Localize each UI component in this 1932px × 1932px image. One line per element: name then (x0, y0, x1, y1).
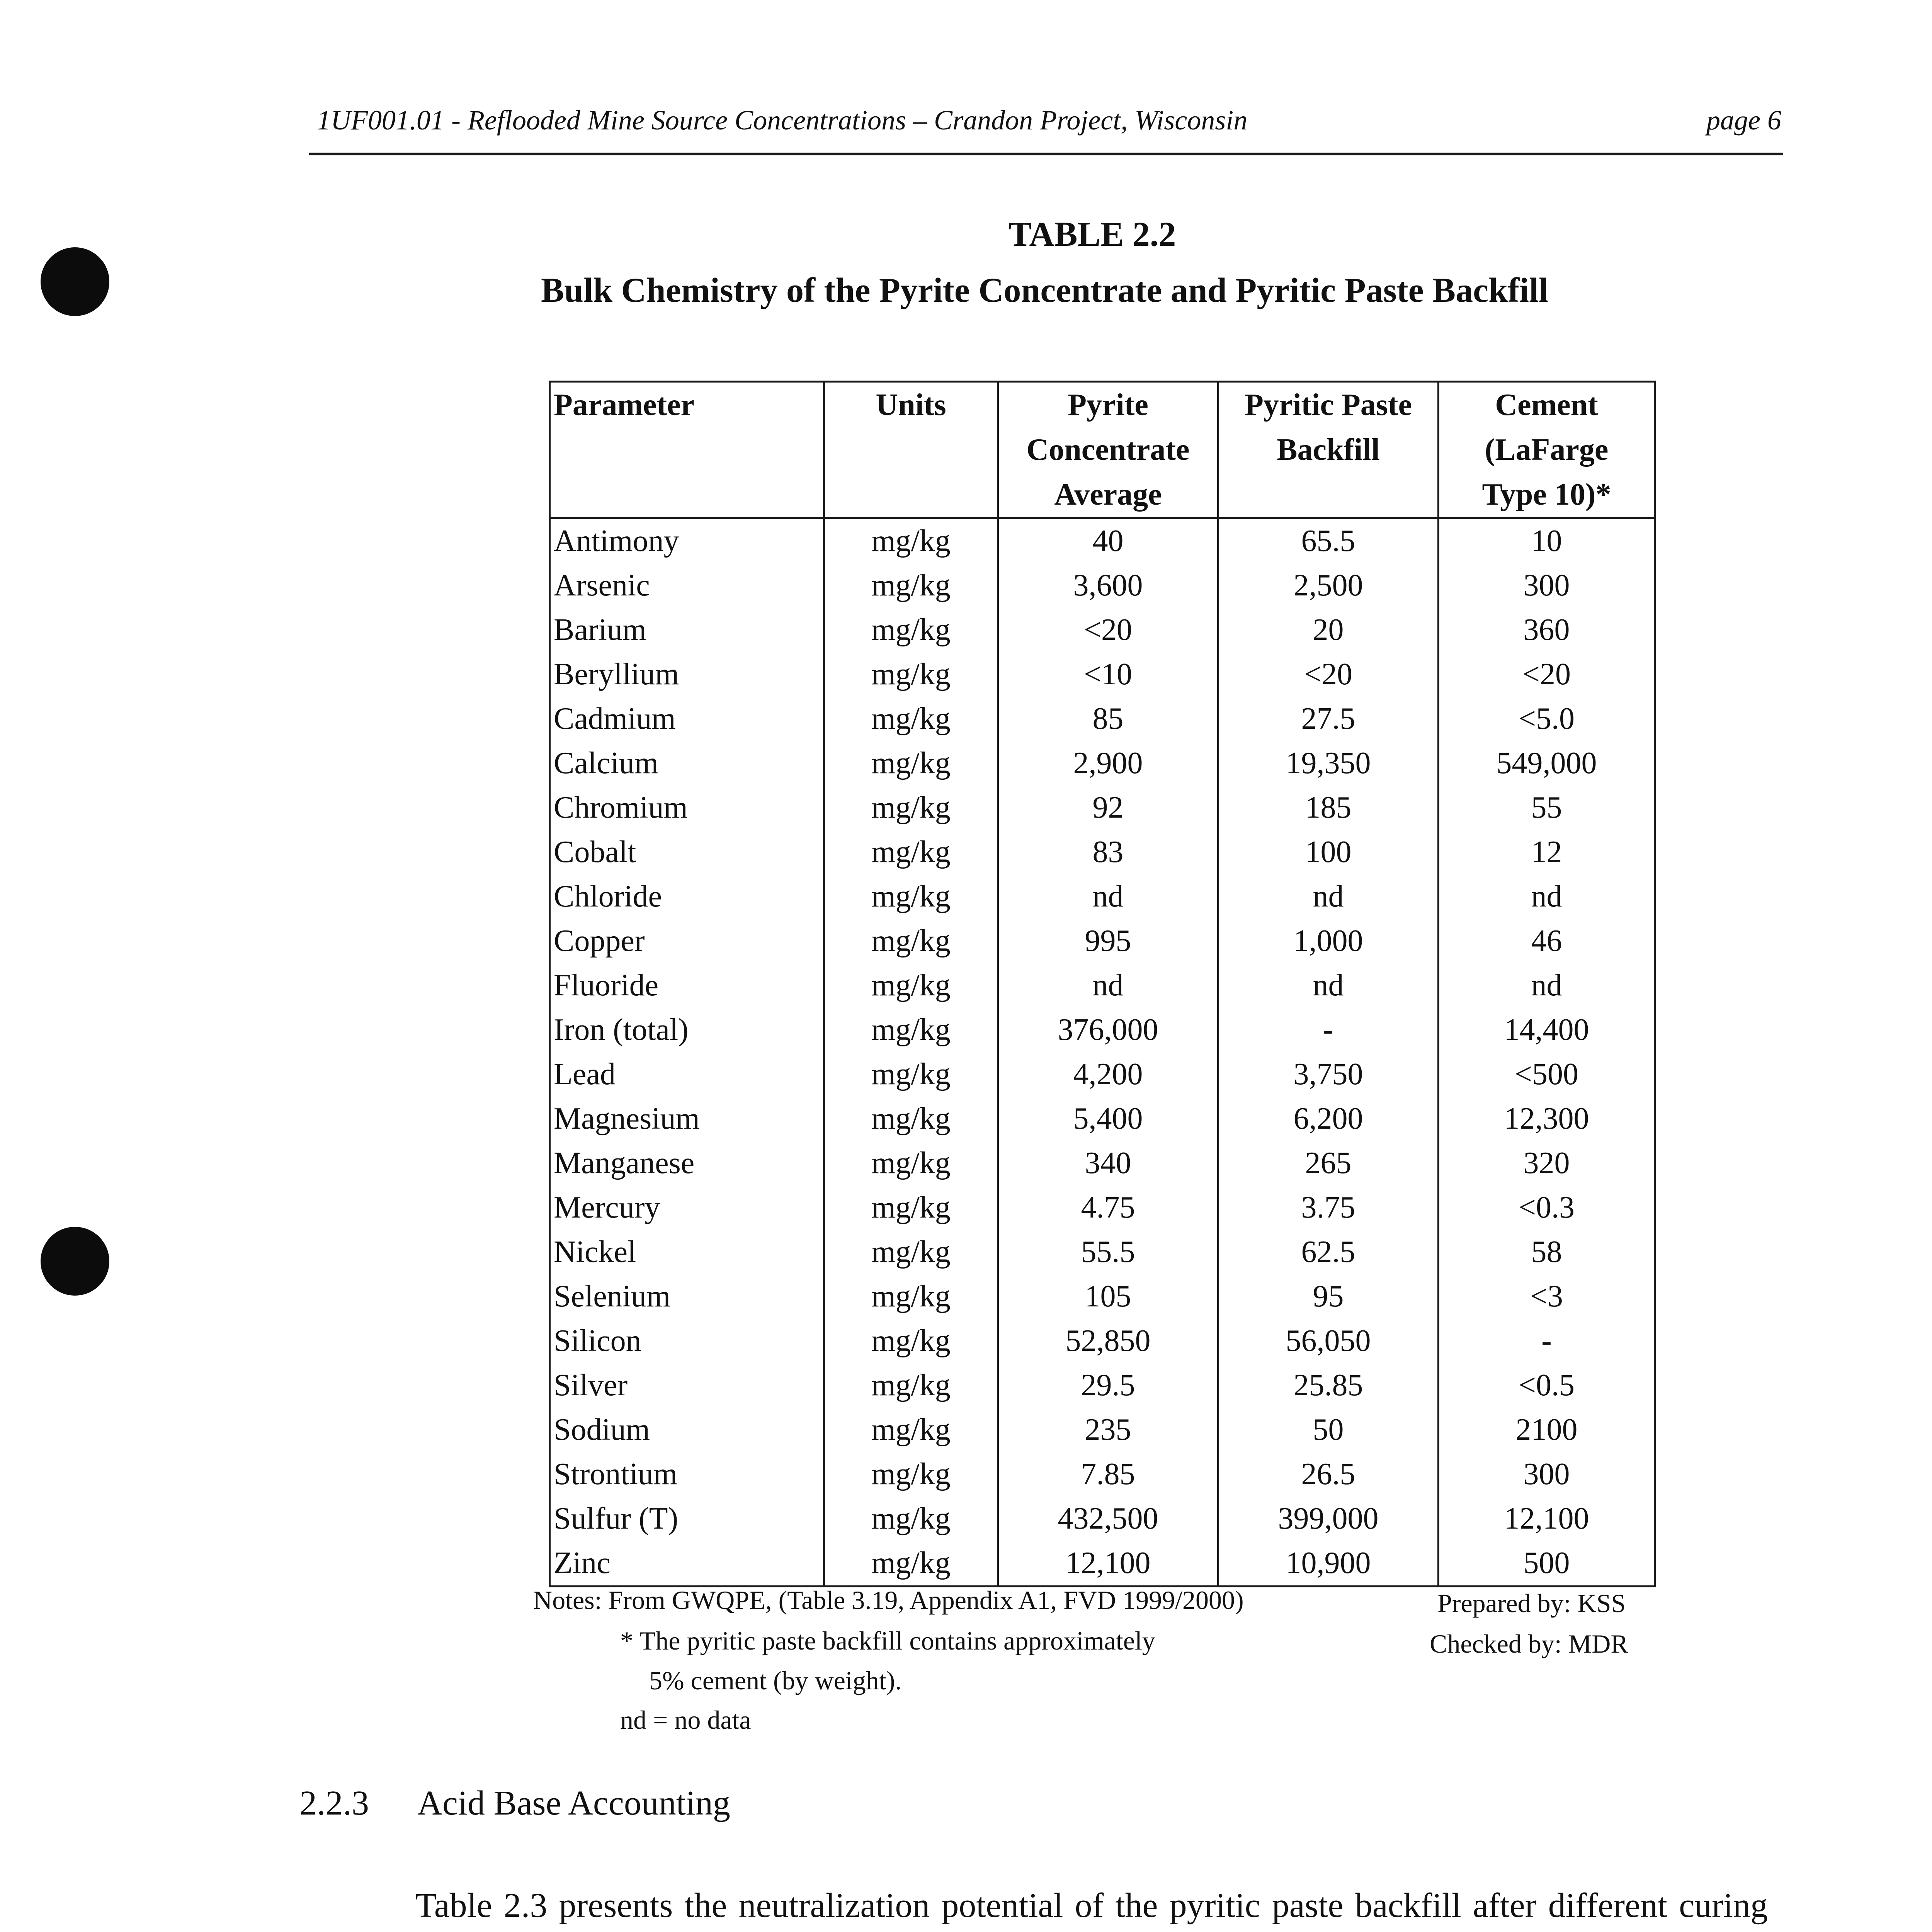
cell-parameter: Beryllium (550, 652, 824, 697)
cell-parameter: Selenium (550, 1274, 824, 1319)
table-row (550, 652, 1655, 697)
cell-units: mg/kg (824, 1185, 998, 1230)
table-row (550, 830, 1655, 874)
header-line: Type 10)* (1482, 478, 1611, 512)
cell-pyrite-concentrate: 340 (998, 1141, 1218, 1185)
header-title: 1UF001.01 - Reflooded Mine Source Concentrations – Crandon Project, Wisconsin (317, 105, 1248, 136)
cell-units: mg/kg (824, 518, 998, 564)
cell-pyrite-concentrate: 52,850 (998, 1319, 1218, 1363)
cell-units: mg/kg (824, 697, 998, 741)
cell-pyritic-paste-backfill: 27.5 (1218, 697, 1439, 741)
cell-units: mg/kg (824, 1408, 998, 1452)
cell-pyrite-concentrate: 4,200 (998, 1052, 1218, 1097)
table-row (550, 1452, 1655, 1497)
cell-units: mg/kg (824, 919, 998, 963)
cell-pyrite-concentrate: 40 (998, 518, 1218, 564)
cell-parameter: Magnesium (550, 1097, 824, 1141)
cell-cement: 58 (1439, 1230, 1655, 1274)
table-row (550, 608, 1655, 652)
cell-pyrite-concentrate: 376,000 (998, 1008, 1218, 1052)
table-number: TABLE 2.2 (1009, 215, 1176, 253)
column-header-parameter: Parameter (550, 382, 824, 518)
cell-pyritic-paste-backfill: nd (1218, 874, 1439, 919)
table-row (550, 1408, 1655, 1452)
cell-parameter: Silver (550, 1363, 824, 1408)
cell-units: mg/kg (824, 1452, 998, 1497)
cell-cement: 14,400 (1439, 1008, 1655, 1052)
table-row (550, 786, 1655, 830)
cell-parameter: Lead (550, 1052, 824, 1097)
cell-parameter: Calcium (550, 741, 824, 786)
cell-pyrite-concentrate: 5,400 (998, 1097, 1218, 1141)
cell-pyrite-concentrate: 7.85 (998, 1452, 1218, 1497)
cell-units: mg/kg (824, 1363, 998, 1408)
cell-pyritic-paste-backfill: 2,500 (1218, 563, 1439, 608)
cell-parameter: Antimony (550, 518, 824, 564)
checked-by: Checked by: MDR (1430, 1629, 1628, 1658)
cell-pyrite-concentrate: nd (998, 874, 1218, 919)
table-row (550, 1497, 1655, 1541)
cell-cement: 300 (1439, 563, 1655, 608)
cell-units: mg/kg (824, 874, 998, 919)
cell-cement: 500 (1439, 1541, 1655, 1587)
cell-units: mg/kg (824, 563, 998, 608)
cell-pyritic-paste-backfill: - (1218, 1008, 1439, 1052)
cell-units: mg/kg (824, 1230, 998, 1274)
cell-cement: 549,000 (1439, 741, 1655, 786)
cell-units: mg/kg (824, 1141, 998, 1185)
table-header-row (550, 382, 1655, 518)
cell-parameter: Chloride (550, 874, 824, 919)
prepared-by: Prepared by: KSS (1437, 1588, 1626, 1618)
cell-pyritic-paste-backfill: 265 (1218, 1141, 1439, 1185)
cell-pyritic-paste-backfill: 1,000 (1218, 919, 1439, 963)
table-note-cement-percent: 5% cement (by weight). (649, 1666, 902, 1695)
cell-pyrite-concentrate: 3,600 (998, 563, 1218, 608)
section-paragraph: Table 2.3 presents the neutralization potential of the pyritic paste backfill after different curing (415, 1886, 1768, 1925)
cell-pyritic-paste-backfill: 26.5 (1218, 1452, 1439, 1497)
cell-parameter: Nickel (550, 1230, 824, 1274)
cell-cement: 10 (1439, 518, 1655, 564)
header-line: Cement (1495, 388, 1598, 422)
cell-cement: 2100 (1439, 1408, 1655, 1452)
cell-units: mg/kg (824, 1274, 998, 1319)
cell-parameter: Chromium (550, 786, 824, 830)
header-page-number: page 6 (1706, 105, 1781, 136)
header-line: Concentrate (1026, 433, 1190, 467)
table-row (550, 741, 1655, 786)
cell-pyrite-concentrate: nd (998, 963, 1218, 1008)
header-line: Average (1054, 478, 1162, 512)
cell-pyritic-paste-backfill: 95 (1218, 1274, 1439, 1319)
cell-units: mg/kg (824, 1497, 998, 1541)
table-row (550, 1097, 1655, 1141)
cell-cement: 46 (1439, 919, 1655, 963)
cell-pyritic-paste-backfill: 56,050 (1218, 1319, 1439, 1363)
cell-units: mg/kg (824, 963, 998, 1008)
cell-pyrite-concentrate: 105 (998, 1274, 1218, 1319)
bulk-chemistry-table (549, 381, 1656, 1587)
cell-pyrite-concentrate: 83 (998, 830, 1218, 874)
table-row (550, 1319, 1655, 1363)
column-header-units: Units (824, 382, 998, 518)
table-note-source: Notes: From GWQPE, (Table 3.19, Appendix A1, FVD 1999/2000) (533, 1585, 1244, 1615)
cell-units: mg/kg (824, 1541, 998, 1587)
cell-cement: <500 (1439, 1052, 1655, 1097)
table-row (550, 1008, 1655, 1052)
cell-pyritic-paste-backfill: 20 (1218, 608, 1439, 652)
cell-pyritic-paste-backfill: <20 (1218, 652, 1439, 697)
cell-pyritic-paste-backfill: 100 (1218, 830, 1439, 874)
cell-parameter: Silicon (550, 1319, 824, 1363)
cell-pyrite-concentrate: 2,900 (998, 741, 1218, 786)
cell-pyrite-concentrate: 995 (998, 919, 1218, 963)
header-rule (309, 153, 1783, 155)
cell-cement: 320 (1439, 1141, 1655, 1185)
cell-pyrite-concentrate: 432,500 (998, 1497, 1218, 1541)
table-row (550, 1541, 1655, 1587)
cell-parameter: Copper (550, 919, 824, 963)
table-title: Bulk Chemistry of the Pyrite Concentrate and Pyritic Paste Backfill (541, 271, 1549, 310)
cell-pyritic-paste-backfill: 399,000 (1218, 1497, 1439, 1541)
cell-pyritic-paste-backfill: 6,200 (1218, 1097, 1439, 1141)
cell-cement: <3 (1439, 1274, 1655, 1319)
cell-units: mg/kg (824, 830, 998, 874)
column-header-cement (1439, 382, 1655, 518)
cell-pyritic-paste-backfill: 65.5 (1218, 518, 1439, 564)
cell-pyrite-concentrate: <20 (998, 608, 1218, 652)
table-note-backfill: * The pyritic paste backfill contains approximately (620, 1626, 1155, 1655)
cell-cement: <0.3 (1439, 1185, 1655, 1230)
header-line: Backfill (1277, 433, 1380, 467)
punch-hole-top (41, 247, 109, 316)
cell-pyritic-paste-backfill: 19,350 (1218, 741, 1439, 786)
cell-parameter: Strontium (550, 1452, 824, 1497)
cell-pyritic-paste-backfill: 25.85 (1218, 1363, 1439, 1408)
table-row (550, 1185, 1655, 1230)
cell-pyritic-paste-backfill: 10,900 (1218, 1541, 1439, 1587)
cell-pyritic-paste-backfill: 185 (1218, 786, 1439, 830)
cell-units: mg/kg (824, 1097, 998, 1141)
table-row (550, 963, 1655, 1008)
cell-units: mg/kg (824, 1052, 998, 1097)
cell-cement: <20 (1439, 652, 1655, 697)
header-line: Pyritic Paste (1244, 388, 1412, 422)
cell-pyrite-concentrate: 55.5 (998, 1230, 1218, 1274)
table-row (550, 1363, 1655, 1408)
cell-pyritic-paste-backfill: 3.75 (1218, 1185, 1439, 1230)
cell-cement: 12 (1439, 830, 1655, 874)
cell-pyrite-concentrate: 29.5 (998, 1363, 1218, 1408)
cell-parameter: Sodium (550, 1408, 824, 1452)
table-row (550, 518, 1655, 564)
cell-parameter: Barium (550, 608, 824, 652)
table-row (550, 1274, 1655, 1319)
header-line: (LaFarge (1485, 433, 1609, 467)
cell-pyrite-concentrate: 4.75 (998, 1185, 1218, 1230)
cell-parameter: Arsenic (550, 563, 824, 608)
cell-pyrite-concentrate: 12,100 (998, 1541, 1218, 1587)
table-note-nd: nd = no data (620, 1705, 751, 1735)
cell-cement: - (1439, 1319, 1655, 1363)
cell-cement: nd (1439, 963, 1655, 1008)
table-row (550, 919, 1655, 963)
cell-parameter: Fluoride (550, 963, 824, 1008)
cell-pyritic-paste-backfill: 3,750 (1218, 1052, 1439, 1097)
cell-parameter: Cadmium (550, 697, 824, 741)
table-row (550, 874, 1655, 919)
cell-cement: 360 (1439, 608, 1655, 652)
table-row (550, 697, 1655, 741)
cell-units: mg/kg (824, 741, 998, 786)
cell-pyrite-concentrate: <10 (998, 652, 1218, 697)
table-row (550, 1141, 1655, 1185)
header-line: Pyrite (1068, 388, 1148, 422)
cell-cement: 12,100 (1439, 1497, 1655, 1541)
column-header-pyritic-paste-backfill (1218, 382, 1439, 518)
cell-units: mg/kg (824, 608, 998, 652)
cell-cement: <0.5 (1439, 1363, 1655, 1408)
cell-parameter: Mercury (550, 1185, 824, 1230)
table-row (550, 563, 1655, 608)
cell-cement: 55 (1439, 786, 1655, 830)
cell-pyritic-paste-backfill: 50 (1218, 1408, 1439, 1452)
section-title: Acid Base Accounting (417, 1784, 730, 1822)
cell-parameter: Cobalt (550, 830, 824, 874)
cell-cement: 12,300 (1439, 1097, 1655, 1141)
cell-cement: <5.0 (1439, 697, 1655, 741)
cell-parameter: Zinc (550, 1541, 824, 1587)
cell-cement: 300 (1439, 1452, 1655, 1497)
cell-pyrite-concentrate: 85 (998, 697, 1218, 741)
table-row (550, 1052, 1655, 1097)
punch-hole-middle (41, 1227, 109, 1296)
cell-pyritic-paste-backfill: nd (1218, 963, 1439, 1008)
cell-pyritic-paste-backfill: 62.5 (1218, 1230, 1439, 1274)
cell-parameter: Iron (total) (550, 1008, 824, 1052)
cell-parameter: Sulfur (T) (550, 1497, 824, 1541)
cell-units: mg/kg (824, 1008, 998, 1052)
table-row (550, 1230, 1655, 1274)
cell-units: mg/kg (824, 1319, 998, 1363)
cell-pyrite-concentrate: 235 (998, 1408, 1218, 1452)
cell-units: mg/kg (824, 786, 998, 830)
cell-pyrite-concentrate: 92 (998, 786, 1218, 830)
cell-cement: nd (1439, 874, 1655, 919)
cell-units: mg/kg (824, 652, 998, 697)
section-number: 2.2.3 (299, 1784, 369, 1822)
column-header-pyrite-concentrate (998, 382, 1218, 518)
cell-parameter: Manganese (550, 1141, 824, 1185)
